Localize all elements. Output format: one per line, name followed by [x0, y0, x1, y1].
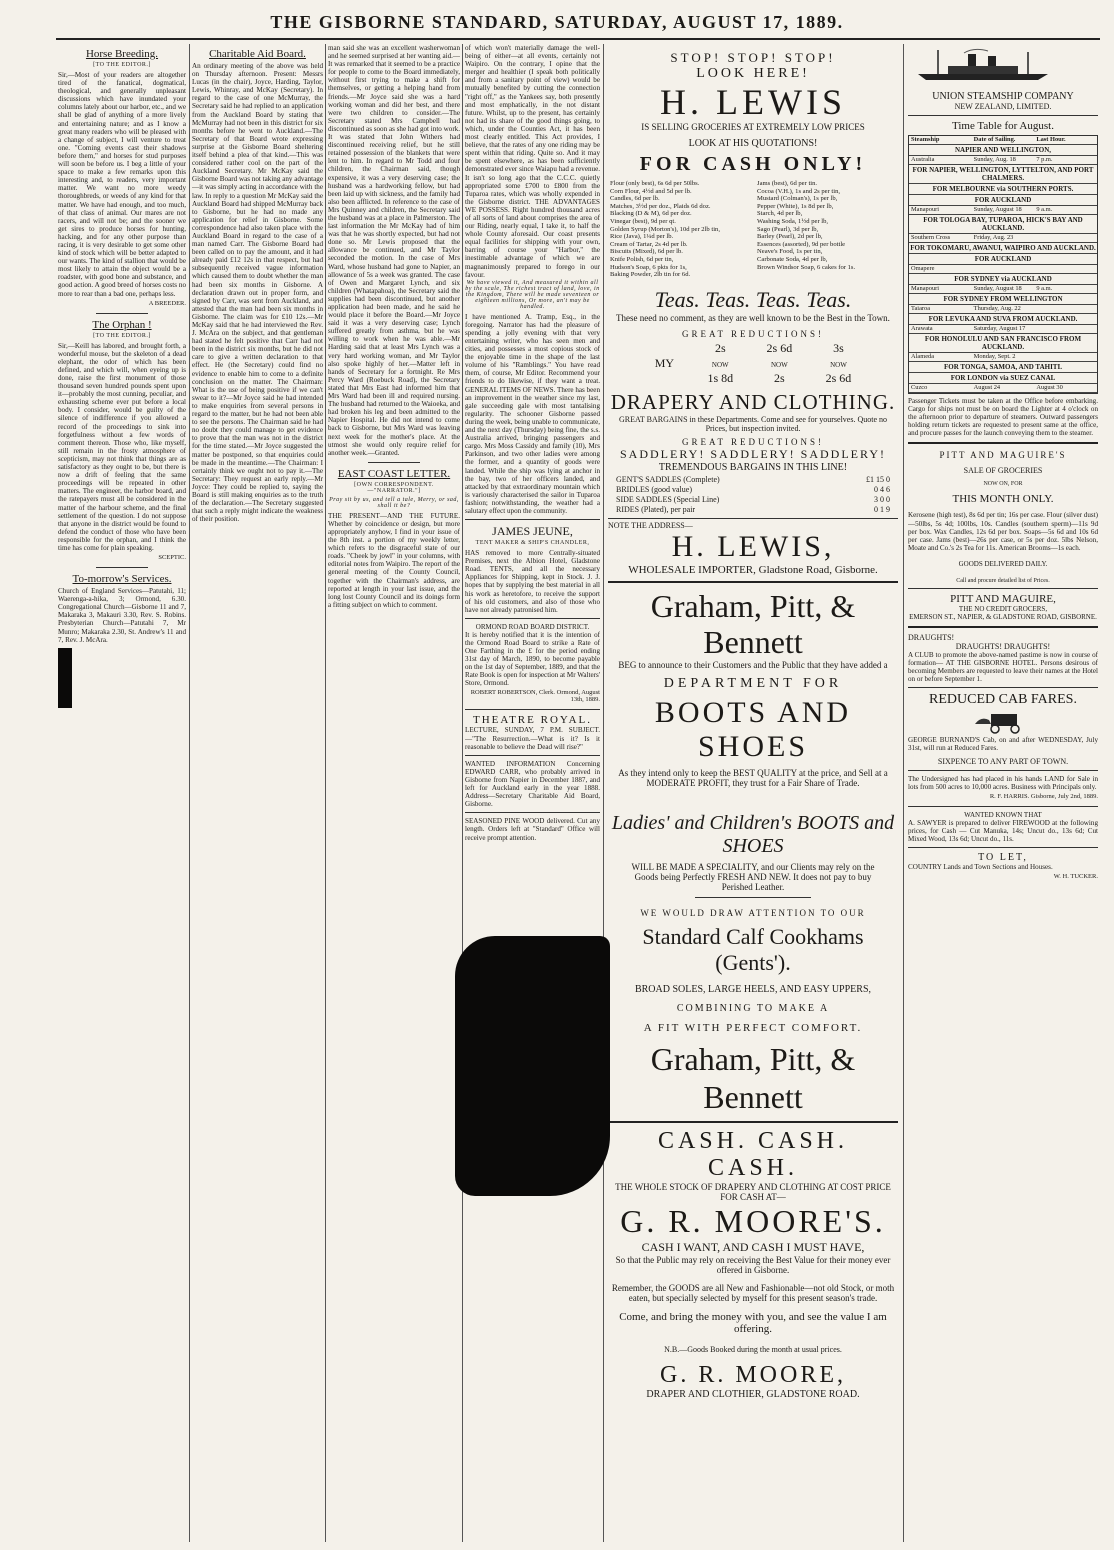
ink-blot [58, 648, 72, 708]
ad-line: CASH I WANT, AND CASH I MUST HAVE, [641, 1239, 865, 1254]
divider [695, 897, 811, 898]
ad-line: IS SELLING GROCERIES AT EXTREMELY LOW PRICES [641, 122, 865, 132]
column-1 [58, 44, 186, 1542]
price-reductions [638, 341, 868, 386]
ad-body: COUNTRY Lands and Town Sections and Houses. [908, 862, 1053, 871]
ad-title: ORMOND ROAD BOARD DISTRICT. [475, 622, 590, 631]
price-pair: 2s 6d NOW 2s [766, 340, 793, 385]
grocery-item: Candles, 6d per lb. [610, 195, 660, 203]
brand-name: H. LEWIS [660, 82, 846, 122]
article-heading: Charitable Aid Board. [209, 48, 306, 60]
saddle-name: RIDES (Plated), per pair [616, 504, 696, 514]
ad-line: Come, and bring the money with you, and see the value I am offering. [619, 1310, 887, 1335]
timetable [908, 135, 1098, 394]
route-ship: Manapouri [911, 206, 940, 213]
article-body: man said she was an excellent washerwoman and he seemed surprised at her wanting aid.—It was remarked that it seemed to be a practice for people to come to the Board immediately, without first trying to make a shift for themselves, or getting a helping hand from friends.—Mr Joyce said she was a hard working woman and did her best, and there were two children to consider.—The Secretary stated Mrs Campbell had discontinued as soon as she had got into work. It was stated that John Withers had discontinued receiving relief, but he still retained possession of the blankets that were lent to him. In regard to Mr Todd and four children, the Chairman said, though expensive, it was a very deserving case; the husband was a hardworking fellow, but had been laid up with sickness, and the family had also been afflicted. In reference to the case of Mrs Quinney and children, the Secretary said the husband was at a place in Palmerston. The last information the Mr McKay had of him was that he was shortly expected, but had not done so. Mr Lewis proposed that the allowance be continued, and Mr Taylor seconded the motion. In the case of Mrs Ward, whose husband had gone to Napier, an allowance of 5s a week was granted. The case of Owen and Margaret Lynch, and six children (Whatapahoa), the Secretary said the supplies had been discontinued, but another application had been made, and he said he would place it before the Board.—Mr Joyce said it was a very deserving case; Lynch suffered greatly from asthma, but he was willing to work when he was able.—Mr Harding said that at least Mrs Lynch was a very hard working woman, and Mr Taylor also spoke highly of her.—Matter left in hands of Secretary for a fortnight. Re Mrs Percy Ward (Roebuck Road), the Secretary stated that Mrs East had informed him that Mrs Ward had been ill and required nursing. The husband had returned to the Waioeka, and had broken his leg and been admitted to the Napier Hospital. He did not intend to come back to Gisborne, but Mrs Ward was leaving next week for the mother's place. At the utmost she would only require relief for another week.—Granted. [328, 44, 460, 457]
route-title: FOR SYDNEY FROM WELLINGTON [909, 294, 1097, 305]
column-divider [603, 44, 604, 1542]
grocery-item: Golden Syrup (Morton's), 10d per 2lb tin, [610, 225, 720, 233]
route-hour [1034, 353, 1097, 361]
divider [96, 567, 147, 568]
price-label: MY [654, 355, 675, 370]
ad-headline: Teas. Teas. Teas. Teas. [654, 286, 852, 312]
ad-line: WHOLESALE IMPORTER, Gladstone Road, Gisborne. [628, 563, 878, 576]
grocery-item: Pepper (White), 1s 8d per lb, [757, 202, 834, 210]
ad-line: TREMENDOUS BARGAINS IN THIS LINE! [658, 461, 848, 473]
saddle-row [616, 505, 890, 515]
route-title: FOR TOKOMARU, AWANUI, WAIPIRO AND AUCKLAND. [910, 244, 1096, 252]
route-date [972, 265, 1035, 273]
ad-line: LOOK AT HIS QUOTATIONS! [688, 138, 818, 149]
divider [465, 519, 600, 520]
article-body: I have mentioned A. Tramp, Esq., in the foregoing. Narrator has had the pleasure of spending a jolly evening with that very entertaining writer, who has seen men and cities, and possesses a most copious stock of the enjoyable time in the shape of the last volume of his "Ramblings." You have read them, of course, Mr Editor. Recommend your friends to do likewise, if they want a treat. GENERAL ITEMS OF NEWS. There has been an improvement in the weather since my last, gale succeeding gale with most tantalising regularity. The schooner Gisborne passed during the week, being unable to communicate, and the next day (Thursday) being fine, the s.s. Australia arrived, bringing passengers and cargo. Mrs Moss Cassidy and family (10), Mrs Parkinson, and two other ladies were among the former, and a quantity of goods were landed. While the ship was lying at anchor in the bay, two of her officers landed, and attacked by that extraordinary mountain which is variously characterised the sailor in Tuparoa fashion; notwithstanding, the weather had a salutary effect upon the community. [465, 312, 600, 515]
divider [908, 115, 1098, 116]
route-row [909, 234, 1097, 243]
route-title: FOR TONGA, SAMOA, AND TAHITI. [909, 362, 1097, 373]
route-title: FOR AUCKLAND [909, 195, 1097, 206]
ad-title: DRAUGHTS! [908, 632, 955, 642]
grocery-list [608, 180, 898, 279]
article-signature: A BREEDER. [148, 299, 186, 307]
ad-body: Kerosene (high test), 8s 6d per tin; 16s per case. Flour (silver dust)—50lbs, 5s 4d; 100lbs, 10s. Candles (southern sperm)—11s 9d per box. Wax Candles, 12s 6d per box. Soaps—5s 6d and 10s 6d per case. Jams (best)—26s per case, or 5s per doz. 5lbs Nelson, Moate and Co.'s 2s Tea for 11s. American Brooms—1s each. [908, 511, 1098, 552]
divider [608, 581, 898, 583]
ad-title: TO LET, [978, 851, 1028, 863]
ad-headline: Ladies' and Children's BOOTS and SHOES [611, 811, 895, 857]
ad-title: JAMES JEUNE, [492, 524, 573, 539]
grocery-item: Brown Windsor Soap, 6 cakes for 1s. [757, 263, 856, 271]
route-hour: 9 a.m. [1036, 285, 1053, 292]
ad-headline: STOP! STOP! STOP! [670, 50, 836, 65]
company-name: UNION STEAMSHIP COMPANY [932, 91, 1074, 102]
route-date: Saturday, August 17 [973, 325, 1026, 332]
timetable-note: Passenger Tickets must be taken at the Office before embarking. Cargo for ships not must be on board the Lighter at 4 o'clock on the afternoon prior to departure of steamers. Outward passengers holding return tickets are requested to present same at the office, and procure passes for the launch conveying them to the steamer. [908, 397, 1098, 438]
route-title: FOR AUCKLAND [909, 254, 1097, 265]
ad-line: THE WHOLE STOCK OF DRAPERY AND CLOTHING AT COST PRICE FOR CASH AT— [615, 1181, 891, 1202]
route-date: Thursday, Aug. 22 [973, 305, 1021, 312]
route-ship: Manapouri [911, 285, 940, 292]
article-subheading: [TO THE EDITOR.] [93, 62, 151, 68]
ad-line: WE WOULD DRAW ATTENTION TO OUR [640, 907, 866, 918]
article-subheading: [OWN CORRESPONDENT.—"NARRATOR."] [354, 481, 434, 494]
saddle-name: BRIDLES (good value) [616, 484, 692, 494]
ad-body: GEORGE BURNAND'S Cab, on and after WEDNESDAY, July 31st, will run at Reduced Fares. [908, 736, 1098, 753]
grocery-item: Cocoa (V.H.), 1s and 2s per tin, [757, 187, 841, 195]
ad-line: COMBINING TO MAKE A [676, 1002, 830, 1014]
ad-line: SIXPENCE TO ANY PART OF TOWN. [937, 756, 1069, 766]
ad-title: REDUCED CAB FARES. [929, 692, 1077, 708]
column-6 [908, 44, 1098, 1542]
article-verse: We have viewed it, And measured it within all by the scale, The richest tract of land, love, in the Kingdom, There will be made seventeen or eighteen millions, Or more, an't may be handled. [465, 279, 600, 310]
ad-line: BEG to announce to their Customers and the Public that they have added a [618, 659, 888, 670]
ad-body: It is hereby notified that it is the intention of the Ormond Road Board to strike a Rate of One Farthing in the £ for the period ending 31st day of March, 1890, to become payable on the 1st day of September, 1889, and that the Rate Book is open for inspection at Mr Walters' Store, Ormond. [465, 630, 600, 688]
route-row [909, 305, 1097, 314]
divider [608, 1121, 898, 1123]
route-title: FOR HONOLULU AND SAN FRANCISCO FROM AUCKLAND. [909, 334, 1097, 353]
saddle-name: SIDE SADDLES (Special Line) [616, 494, 720, 504]
grocery-item: Sago (Pearl), 3d per lb, [757, 225, 819, 233]
ad-signature: R. F. HARRIS. Gisborne, July 2nd, 1889. [989, 792, 1098, 800]
grocery-item: Matches, 3½d per doz., Plaids 6d doz. [610, 202, 711, 210]
saddle-price: 0 1 9 [874, 504, 890, 514]
ad-line: NOTE THE ADDRESS— [608, 518, 898, 530]
ad-headline: FOR CASH ONLY! [639, 153, 867, 175]
saddle-name: GENT'S SADDLES (Complete) [616, 474, 720, 484]
ad-body: The Undersigned has had placed in his hands LAND for Sale in lots from 500 acres to 10,000 acres. Business with Principals only. [908, 774, 1098, 791]
route-hour: 9 a.m. [1036, 206, 1053, 213]
grocery-item: Hudson's Soap, 6 pkts for 1s, [610, 263, 687, 271]
saddle-row [616, 475, 890, 485]
brand-name: Graham, Pitt, & Bennett [650, 587, 856, 660]
brand-name: H. LEWIS, [671, 529, 835, 563]
price-pair: 3s NOW 2s 6d [825, 340, 852, 385]
saddle-price: 3 0 0 [874, 494, 890, 504]
route-title: FOR NAPIER, WELLINGTON, LYTTELTON, AND PORT CHALMERS. [909, 165, 1097, 184]
route-ship: Taiaroa [911, 305, 931, 312]
grocery-item: Baking Powder, 2lb tin for 6d. [610, 271, 691, 279]
saddle-price-list [616, 475, 890, 515]
ad-headline: SADDLERY! SADDLERY! SADDLERY! [619, 446, 886, 461]
grocery-list-left [610, 180, 749, 279]
ad-line: A FIT WITH PERFECT COMFORT. [643, 1021, 863, 1034]
masthead-rule [56, 38, 1100, 40]
ad-line: GREAT BARGAINS in these Departments. Come and see for yourselves. Quote no Prices, but inspection invited. [618, 414, 888, 433]
article-body: An ordinary meeting of the above was held on Thursday afternoon. Present: Messrs Lucas (in the chair), Joyce, Harding, Taylor, Lewis, Whinray, and McKay (Secretary). In regard to the case of one McMurray, the Secretary said he had replied to an application from the Auckland Board by stating that McMurray had not been in this district for six months before he went to Auckland.—The Secretary of that Board wrote expressing surprise at the Gisborne Board sheltering itself behind a plea of that kind.—This was considered rather cool on the part of the Auckland Secretary. Mr McKay said the Gisborne Board was not taking any advantage—it was simply acting in accordance with the law. In reply to a question Mr McKay said the Auckland Board had shipped McMurray back to Gisborne, but he had no made any application for relief in Gisborne. Some correspondence had also taken place with the Auckland Board in regard to the case of a man named Carr. The Gisborne Board had been called on to pay the amount, and it had already paid £12 12s in that respect, but had subsequently received vague information which caused them to doubt whether the man had been six months in Gisborne. A declaration drawn out in proper form, and signed by Carr, was sent from Auckland, and attested that the man had been six months in Gisborne. The claim was for £10 12s.—Mr McKay said that he had interviewed the Rev. J. McAra on the subject, and that gentleman had stated he felt positive that Carr had not been in the district six months, but he did not care to give a written declaration to that effect. He (the Secretary) could find no evidence to enable him to come to a definite conclusion on the matter. The Chairman: What is the use of being positive if we can't swear to it?—Mr Joyce said he had intended to make enquiries from several persons in regard to the matter, but he had not been able to see the persons. The Chairman said he had no doubt they could manage to get evidence to prove that the man was not in the district for the time stated.—Mr Joyce suggested the matter be postponed, so that enquiries could be made in the meantime.—The Chairman: I certainly think we ought not to pay it.—The Secretary: They request an early reply.—Mr Joyce: They could be replied to, saying the Board is still making enquiries as to the truth of the declaration.—The Secretary suggested that such a reply might indicate the weakness of their position. [192, 62, 323, 524]
ad-line: WILL BE MADE A SPECIALITY, and our Clients may rely on the Goods being Perfectly FRESH AND NEW. It does not pay to buy Perished Leather. [631, 861, 875, 892]
ink-blot [455, 936, 610, 1196]
ad-body: A CLUB to promote the above-named pastime is now in course of formation— AT THE GISBORNE HOTEL. Persons desirous of becoming Members are requested to leave their names at the Hotel on or before September 1. [908, 650, 1098, 684]
ad-line: EMERSON ST., NAPIER, & GLADSTONE ROAD, GISBORNE. [909, 612, 1097, 621]
ad-subtitle: TENT MAKER & SHIP'S CHANDLER, [475, 540, 590, 547]
ad-line: These need no comment, as they are well known to be the Best in the Town. [616, 312, 890, 323]
article-heading: Horse Breeding. [85, 48, 159, 60]
ad-line: DRAUGHTS! DRAUGHTS! [955, 641, 1051, 651]
grocery-item: Carbonate Soda, 4d per lb, [757, 255, 828, 263]
ad-headline: DRAPERY AND CLOTHING. [610, 389, 896, 414]
ad-headline: BOOTS AND SHOES [654, 695, 852, 763]
route-hour [1034, 325, 1097, 333]
saddle-price: £1 15 0 [866, 474, 890, 484]
divider [908, 588, 1098, 589]
route-row [909, 206, 1097, 215]
route-date: Monday, Sept. 2 [973, 353, 1016, 360]
route-date: Sunday, Aug. 18 [973, 156, 1016, 163]
route-hour [1034, 305, 1097, 313]
column-2 [192, 44, 323, 1542]
column-divider [189, 44, 190, 1542]
price-pair: 2s NOW 1s 8d [707, 340, 734, 385]
timetable-routes [909, 145, 1097, 393]
route-title: FOR TOLOGA BAY, TUPAROA, HICK'S BAY AND AUCKLAND. [909, 215, 1097, 234]
route-title: FOR MELBOURNE via SOUTHERN PORTS. [909, 184, 1097, 195]
article-heading: EAST COAST LETTER. [337, 467, 451, 480]
route-row [909, 265, 1097, 274]
ad-title: WANTED KNOWN THAT [964, 810, 1042, 819]
grocery-item: Rice (Java), 1¼d per lb. [610, 233, 674, 241]
divider [908, 626, 1098, 628]
route-title: FOR LONDON via SUEZ CANAL [909, 373, 1097, 384]
route-ship: Omapere [911, 265, 935, 272]
article-body: Sir,—Keill has labored, and brought forth, a wonderful mouse, but the skeleton of a dead elephant, the odor of which has been defined, and which will, when eyeing up is done, raise the first monument of those thousand seven hundred pounds spent upon it—probably the most cunning, peculiar, and exhausting scheme ever put before a local body. I consider, would be guilty of the silence of indifference if you allowed a record of the proceedings to sink into forgetfulness without a few words of comment thereon. Those who, like myself, still remain in the frosty atmosphere of scepticism, may not think that things are as satisfactory as they ought to be, but there is now a drift of feeling that the same proceedings will be repeated in other matters. The engineer, the harbor board, and the ratepayers must all be considered in the matter of the harbour scheme, and the final settlement of the question. I do not suppose that anyone in the district would be found to defend the conduct of those who have been responsible for the orphan, and I think the time has come for plain speaking. [58, 341, 186, 552]
steamship-icon [908, 48, 1058, 82]
divider [465, 755, 600, 756]
article-body: THE PRESENT—AND THE FUTURE. Whether by coincidence or design, but more appropriately anyhow, I find in your issue of the 8th inst. a portion of my weekly letter, which refers to the disgraceful state of our roads. "Cheek by jowl" in your columns, with editorial notes from Waipiro. The report of the general meeting of the County Council, together with the Chairman's address, are reported at length in your last issue, and the long lost County Council and its doings form a fitting subject on which to comment. [328, 511, 460, 609]
grocery-item: Starch, 4d per lb, [757, 210, 803, 218]
route-hour [1034, 234, 1097, 242]
saddle-row [616, 495, 890, 505]
ad-body: WANTED INFORMATION Concerning EDWARD CARR, who probably arrived in Gisborne from Napier in December 1887, and left for Auckland early in the year 1888. Address—Secretary Charitable Aid Board, Gisborne. [465, 759, 600, 809]
ad-body: LECTURE, SUNDAY, 7 P.M. SUBJECT.—"The Resurrection.—What is it? Is it reasonable to believe the Dead will rise?" [465, 726, 600, 751]
ad-title: PITT AND MAGUIRE'S [939, 450, 1067, 461]
ad-line: Call and procure detailed list of Prices. [956, 577, 1050, 584]
ad-headline: Standard Calf Cookhams (Gents'). [642, 923, 864, 975]
ad-body: SEASONED PINE WOOD delivered. Cut any length. Orders left at "Standard" Office will receive prompt attention. [465, 817, 600, 842]
grocery-item: Vinegar (best), 9d per qt. [610, 217, 676, 225]
route-date: Sunday, August 18 [973, 285, 1022, 292]
route-hour: 7 p.m. [1036, 156, 1053, 163]
ad-headline: THIS MONTH ONLY. [952, 493, 1054, 506]
ad-line: SALE OF GROCERIES [963, 466, 1043, 476]
route-date: August 24 [973, 384, 1001, 391]
route-ship: Cuzco [911, 384, 928, 391]
grocery-item: Essences (assorted), 9d per bottle [757, 240, 846, 248]
saddle-price: 0 4 6 [874, 484, 890, 494]
ad-line: BROAD SOLES, LARGE HEELS, AND EASY UPPERS, [634, 983, 872, 995]
grocery-item: Blacking (D & M), 6d per doz. [610, 210, 692, 218]
ad-line: So that the Public may rely on receiving the Best Value for their money ever offered in Gisborne. [615, 1254, 891, 1275]
route-title: FOR SYDNEY via AUCKLAND [909, 274, 1097, 285]
divider [96, 313, 147, 314]
ad-line: NOW ON, FOR [983, 481, 1023, 488]
ad-body: HAS removed to more Centrally-situated Premises, next the Albion Hotel, Gladstone Road. TENTS, and all the necessary Appliances for Shipping, kept in Stock. J. J. hopes that by supplying the best material in all his work as heretofore, to receive the support of his old customers, and also of those who have not already patronised him. [465, 549, 600, 614]
grocery-item: Mustard (Colman's), 1s per lb, [757, 195, 838, 203]
ad-line: GOODS DELIVERED DAILY. [958, 559, 1048, 568]
column-divider [325, 44, 326, 1542]
article-body: Sir,—Most of your readers are altogether tired of the fanatical, dogmatical, theological, and generally unpleasant discussions which have inundated your columns lately about our harbor, etc., and we shall be glad of anything of a more lively and entertaining nature; and as I know a great many readers who will be pleased with a change of subject, I will venture to treat one. "Coming events cast their shadows before them," and horses for stud purposes will soon be before us. I beg a little of your space to make a few remarks upon this interesting and, to readers, very important matter. We want no more weedy thoroughbreds, or weeds of any kind for that matter. We have had enough, and too much, of that class of animal. Our mares are not racers, and will not be; and the sooner we get sires to produce horses for hunting, hacking, and for any other purpose than racing, it is very desirable to get some other kind of stock which will be better adapted to our wants. The kind of stallion that would be most likely to attain the object would be a roadster, with good bone and substance, and good action. A good breed of horses costs no more to rear than a bad one, perhaps less. [58, 71, 186, 298]
column-5-ads [608, 44, 898, 1542]
divider [908, 847, 1098, 848]
grocery-item: Corn Flour, 4½d and 5d per lb. [610, 187, 692, 195]
article-subheading: [TO THE EDITOR.] [93, 332, 151, 339]
grocery-item: Knife Polish, 6d per tin, [610, 255, 674, 263]
ad-body: A. SAWYER is prepared to deliver FIREWOOD at the following prices, for Cash — Cut Manuka, 14s; Uncut do., 13s 6d; Cut Mixed Wood, 13s 6d; Uncut do., 11s. [908, 818, 1098, 843]
route-ship: Southern Cross [911, 234, 951, 241]
saddle-row [616, 485, 890, 495]
route-date: Sunday, August 18 [973, 206, 1022, 213]
route-ship: Australia [911, 156, 935, 163]
timetable-header: Steamship Date of Sailing. Last Hour. [909, 136, 1097, 145]
route-row [909, 325, 1097, 334]
article-signature: SCEPTIC. [158, 554, 186, 562]
ad-title: PITT AND MAGUIRE, [950, 592, 1056, 605]
divider [908, 806, 1098, 807]
article-verse: Pray sit by us, and tell a tale, Merry, or sad, shall it be? [329, 496, 459, 509]
article-heading: To-morrow's Services. [72, 573, 172, 586]
divider [908, 770, 1098, 771]
ad-line: DRAPER AND CLOTHIER, GLADSTONE ROAD. [646, 1388, 860, 1400]
ad-line: As they intend only to keep the BEST QUALITY at the price, and Sell at a MODERATE PROFIT, they trust for a Fair Share of Trade. [618, 767, 888, 788]
column-divider [903, 44, 904, 1542]
divider [465, 812, 600, 813]
column-3 [328, 44, 460, 1542]
grocery-list-right [757, 180, 896, 279]
ad-headline: DEPARTMENT FOR [663, 675, 843, 691]
grocery-item: Washing Soda, 1½d per lb, [757, 217, 829, 225]
route-title: FOR LEVUKA AND SUVA FROM AUCKLAND. [909, 314, 1097, 325]
article-heading: The Orphan ! [92, 318, 152, 331]
route-ship: Arawata [911, 325, 933, 332]
ad-line: GREAT REDUCTIONS! [681, 328, 825, 339]
brand-name: G. R. MOORE'S. [620, 1202, 886, 1239]
divider [908, 442, 1098, 444]
ad-line: THE NO CREDIT GROCERS, [958, 604, 1048, 613]
grocery-item: Biscuits (Mixed), 6d per lb. [610, 248, 683, 256]
ad-signature: ROBERT ROBERTSON, Clerk. Ormond, August 13th, 1889. [470, 689, 600, 704]
ad-line: N.B.—Goods Booked during the month at usual prices. [664, 1344, 842, 1354]
brand-name: Graham, Pitt, & Bennett [650, 1040, 856, 1115]
ad-headline: LOOK HERE! [696, 66, 810, 81]
route-row [909, 156, 1097, 165]
route-title: NAPIER AND WELLINGTON, [909, 145, 1097, 156]
ad-headline: CASH. CASH. CASH. [657, 1127, 849, 1181]
route-hour: August 30 [1036, 384, 1063, 391]
divider [465, 618, 600, 619]
brand-name: G. R. MOORE, [659, 1361, 846, 1388]
ad-title: THEATRE ROYAL. [472, 714, 593, 727]
timetable-title: Time Table for August. [952, 120, 1054, 132]
column-4 [465, 44, 600, 1542]
route-ship: Alameda [911, 353, 935, 360]
cab-icon [973, 710, 1033, 734]
route-row [909, 353, 1097, 362]
article-body: of which won't materially damage the well-being of either—at all events, certainly not Waipiro. On the contrary, I opine that the merger and healthier (I speak both politically and from a sanitary point of view) would be mutually benefited by cutting the connection "right off," as the Yankees say, both presently and most emphatically, in the not distant future. Whilst, up to the present, has certainly not had its share of the good things going, to which, under the Counties Act, it has been most clearly entitled. This Act provides, I believe, that the rates of any one riding may be spent within that riding. Quite so. And it may be spent elsewhere, as has been sufficiently demonstrated ever since Waiapu had a revenue. It isn't so long ago that the C.C.C. quietly appropriated some £700 to £800 from the Tuparoa rates, which was wholly expended in the Gisborne district. THE ADVANTAGES WE POSSESS. Right hundred thousand acres of all sorts of land about comprises the area of our Riding, nearly equal, I take it, to half the whole County aforesaid. Our coast presents equal facilities for shipping with your own, barring of course your "Harbor," the inestimable advantage of which we are magnanimously prepared to forego in our favour. [465, 44, 600, 279]
grocery-item: Jams (best), 6d per tin. [757, 180, 818, 187]
route-row [909, 285, 1097, 294]
company-subtitle: NEW ZEALAND, LIMITED. [954, 102, 1052, 111]
divider [465, 709, 600, 710]
grocery-item: Neave's Food, 1s per tin, [757, 248, 823, 256]
grocery-item: Cream of Tartar, 2s 4d per lb. [610, 240, 688, 248]
divider [368, 462, 421, 463]
ad-line: GREAT REDUCTIONS! [681, 436, 825, 447]
route-hour [1034, 265, 1097, 273]
divider [908, 687, 1098, 688]
ad-signature: W. H. TUCKER. [1053, 873, 1098, 881]
masthead: THE GISBORNE STANDARD, SATURDAY, AUGUST 17, 1889. [270, 12, 844, 32]
ad-line: Remember, the GOODS are all New and Fashionable—not old Stock, or moth eaten, but specially selected by myself for this present season's trade. [611, 1282, 895, 1303]
column-divider [462, 44, 463, 1542]
grocery-item: Flour (only best), 6s 6d per 50lbs. [610, 180, 700, 187]
grocery-item: Barley (Pearl), 2d per lb, [757, 233, 823, 241]
route-date: Friday, Aug. 23 [973, 234, 1014, 241]
article-body: Church of England Services—Patutahi, 11; Waerenga-a-hika, 3; Ormond, 6.30. Congregational Church—Gisborne 11 and 7, Makaraka 3, Makauri 3.30, Rev. S. Robins. Presbyterian Church—Patutahi 7, Mr Munro; Makaraka 2.30, St. Andrew's 11 and 7, Rev. J. McAra. [58, 587, 186, 644]
route-row [909, 384, 1097, 393]
